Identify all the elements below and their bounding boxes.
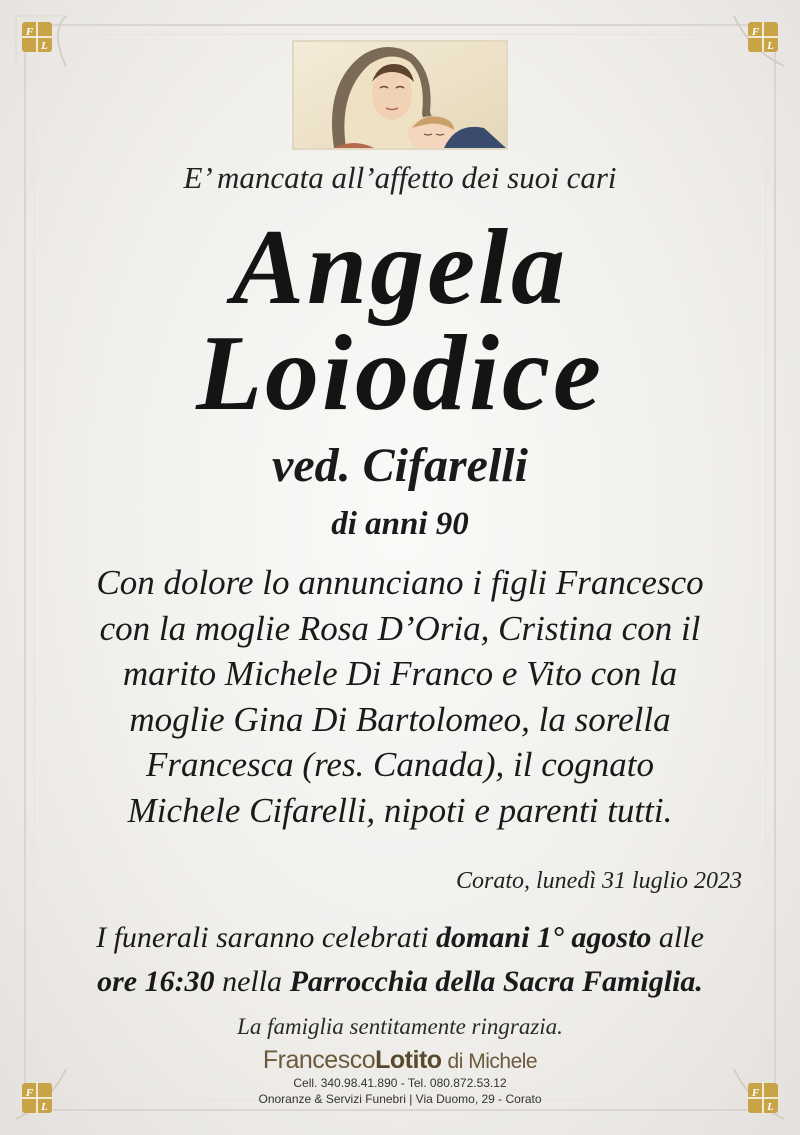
agency-first-name: Francesco	[262, 1046, 376, 1074]
announcement-line: moglie Gina Di Bartolomeo, la sorella	[129, 699, 671, 739]
funeral-agency	[0, 1046, 800, 1107]
deceased-first-name: Angela	[231, 208, 569, 327]
corner-logo-letter-f: F	[751, 26, 760, 38]
announcement-body	[0, 560, 800, 833]
thanks-text: La famiglia sentitamente ringrazia.	[237, 1014, 563, 1039]
deceased-last-name: Loiodice	[196, 314, 604, 433]
corner-logo-letter-f: F	[751, 1087, 760, 1099]
announcement-line: Michele Cifarelli, nipoti e parenti tutti.	[127, 790, 673, 830]
married-name: ved. Cifarelli	[272, 439, 528, 492]
announcement-line: con la moglie Rosa D’Oria, Cristina con il	[99, 608, 701, 648]
corner-logo-letter-f: F	[25, 26, 34, 38]
funeral-date: domani 1° agosto	[436, 921, 652, 954]
agency-suffix: di Michele	[447, 1050, 538, 1073]
funeral-text: I funerali saranno celebrati	[96, 921, 437, 954]
corner-logo-letter-f: F	[25, 1087, 34, 1099]
announcement-line: Francesca (res. Canada), il cognato	[145, 745, 655, 784]
agency-surname: Lotito	[375, 1046, 442, 1074]
place-date: Corato, lunedì 31 luglio 2023	[455, 868, 742, 894]
announcement-line: Con dolore lo annunciano i figli Francesco	[96, 563, 704, 602]
corner-logo-letter-l: L	[767, 40, 774, 52]
announcement-line: marito Michele Di Franco e Vito con la	[122, 654, 678, 693]
corner-logo-letter-l: L	[767, 1101, 774, 1113]
funeral-church: Parrocchia della Sacra Famiglia.	[289, 965, 703, 998]
corner-logo-letter-l: L	[41, 1101, 48, 1113]
madonna-and-child-image	[292, 40, 508, 150]
intro-text: E’ mancata all’affetto dei suoi cari	[183, 160, 617, 195]
funeral-text: alle	[651, 921, 704, 954]
corner-logo-letter-l: L	[41, 40, 48, 52]
funeral-text: nella	[214, 965, 290, 998]
agency-phones: Cell. 340.98.41.890 - Tel. 080.872.53.12	[293, 1076, 507, 1090]
age-text: di anni 90	[331, 506, 469, 542]
agency-address: Onoranze & Servizi Funebri | Via Duomo, 29 - Corato	[258, 1092, 542, 1106]
funeral-info	[0, 916, 800, 1004]
agency-name	[0, 1046, 800, 1075]
funeral-time: ore 16:30	[97, 965, 215, 998]
corner-logo-icon	[10, 10, 72, 72]
corner-logo-icon	[728, 10, 790, 72]
